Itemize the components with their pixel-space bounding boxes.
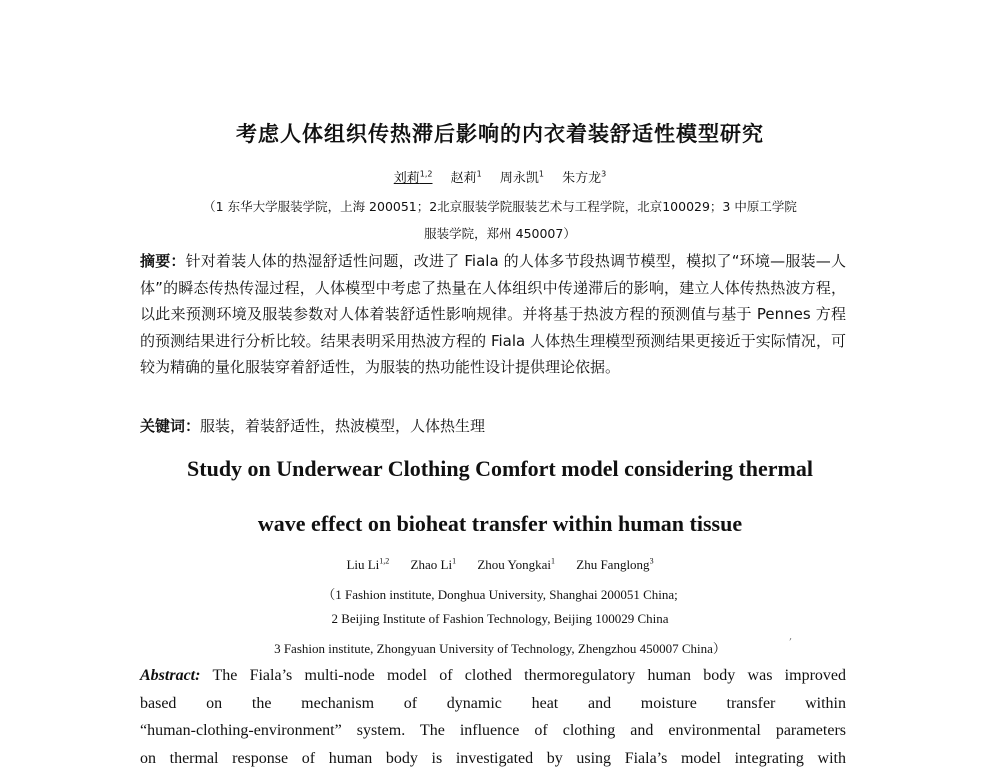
author-3: 周永凯$^1$ [500, 171, 544, 186]
chinese-affiliation-line-1: （1 东华大学服装学院，上海 200051；2北京服装学院服装艺术与工程学院，北京100029；3 中原工学院 [140, 197, 860, 215]
english-abstract-line-4: on thermal response of human body is investigated by using Fiala’s model integrating with [140, 745, 846, 772]
english-title-line-1: Study on Underwear Clothing Comfort model considering thermal [0, 456, 1000, 482]
chinese-abstract [140, 248, 846, 381]
author-4: 朱方龙$^3$ [562, 171, 606, 186]
english-abstract [140, 662, 846, 772]
en-author-1: Liu Li$^{1,2}$ [346, 557, 389, 572]
english-abstract-label: Abstract: [140, 667, 200, 684]
chinese-affiliation-line-2: 服装学院，郑州 450007） [140, 224, 860, 242]
author-2: 赵莉$^1$ [451, 171, 482, 186]
english-abstract-line-2: based on the mechanism of dynamic heat and moisture transfer within [140, 690, 846, 718]
english-affiliation-line-3: 3 Fashion institute, Zhongyuan University of Technology, Zhengzhou 450007 China） [0, 638, 1000, 657]
chinese-keywords-text: 服装，着装舒适性，热波模型，人体热生理 [200, 417, 485, 435]
author-1: 刘莉$^{1,2}$ [394, 171, 433, 186]
en-author-4: Zhu Fanglong$^3$ [576, 557, 653, 572]
chinese-abstract-label: 摘要： [140, 252, 186, 270]
english-title-line-2: wave effect on bioheat transfer within human tissue [0, 511, 1000, 537]
chinese-title: 考虑人体组织传热滞后影响的内衣着装舒适性模型研究 [0, 118, 1000, 148]
en-author-2: Zhao Li$^1$ [411, 557, 457, 572]
english-abstract-line-3: “human-clothing-environment” system. The influence of clothing and environmental parameters [140, 717, 846, 745]
english-affiliation-line-2: 2 Beijing Institute of Fashion Technology, Beijing 100029 China [0, 611, 1000, 627]
en-author-3: Zhou Yongkai$^1$ [477, 557, 555, 572]
english-abstract-line-1: Abstract: The Fiala’s multi-node model of clothed thermoregulatory human body was improved [140, 662, 846, 690]
chinese-keywords-label: 关键词： [140, 417, 200, 435]
english-authors [0, 557, 1000, 573]
stray-mark: , [789, 631, 792, 642]
chinese-authors [0, 167, 1000, 186]
english-affiliation-line-1: （1 Fashion institute, Donghua University, Shanghai 200051 China; [0, 584, 1000, 603]
chinese-abstract-text: 针对着装人体的热湿舒适性问题，改进了 Fiala 的人体多节段热调节模型，模拟了“环境—服装—人体”的瞬态传热传湿过程，人体模型中考虑了热量在人体组织中传递滞后的影响，建立人体传热热波方程，以此来预测环境及服装参数对人体着装舒适性影响规律。并将基于热波方程的预测值与基于 Pennes 方程的预测结果进行分析比较。结果表明采用热波方程的 Fiala 人体热生理模型预测结果更接近于实际情况，可较为精确的量化服装穿着舒适性，为服装的热功能性设计提供理论依据。 [140, 252, 846, 376]
chinese-keywords [140, 413, 846, 440]
